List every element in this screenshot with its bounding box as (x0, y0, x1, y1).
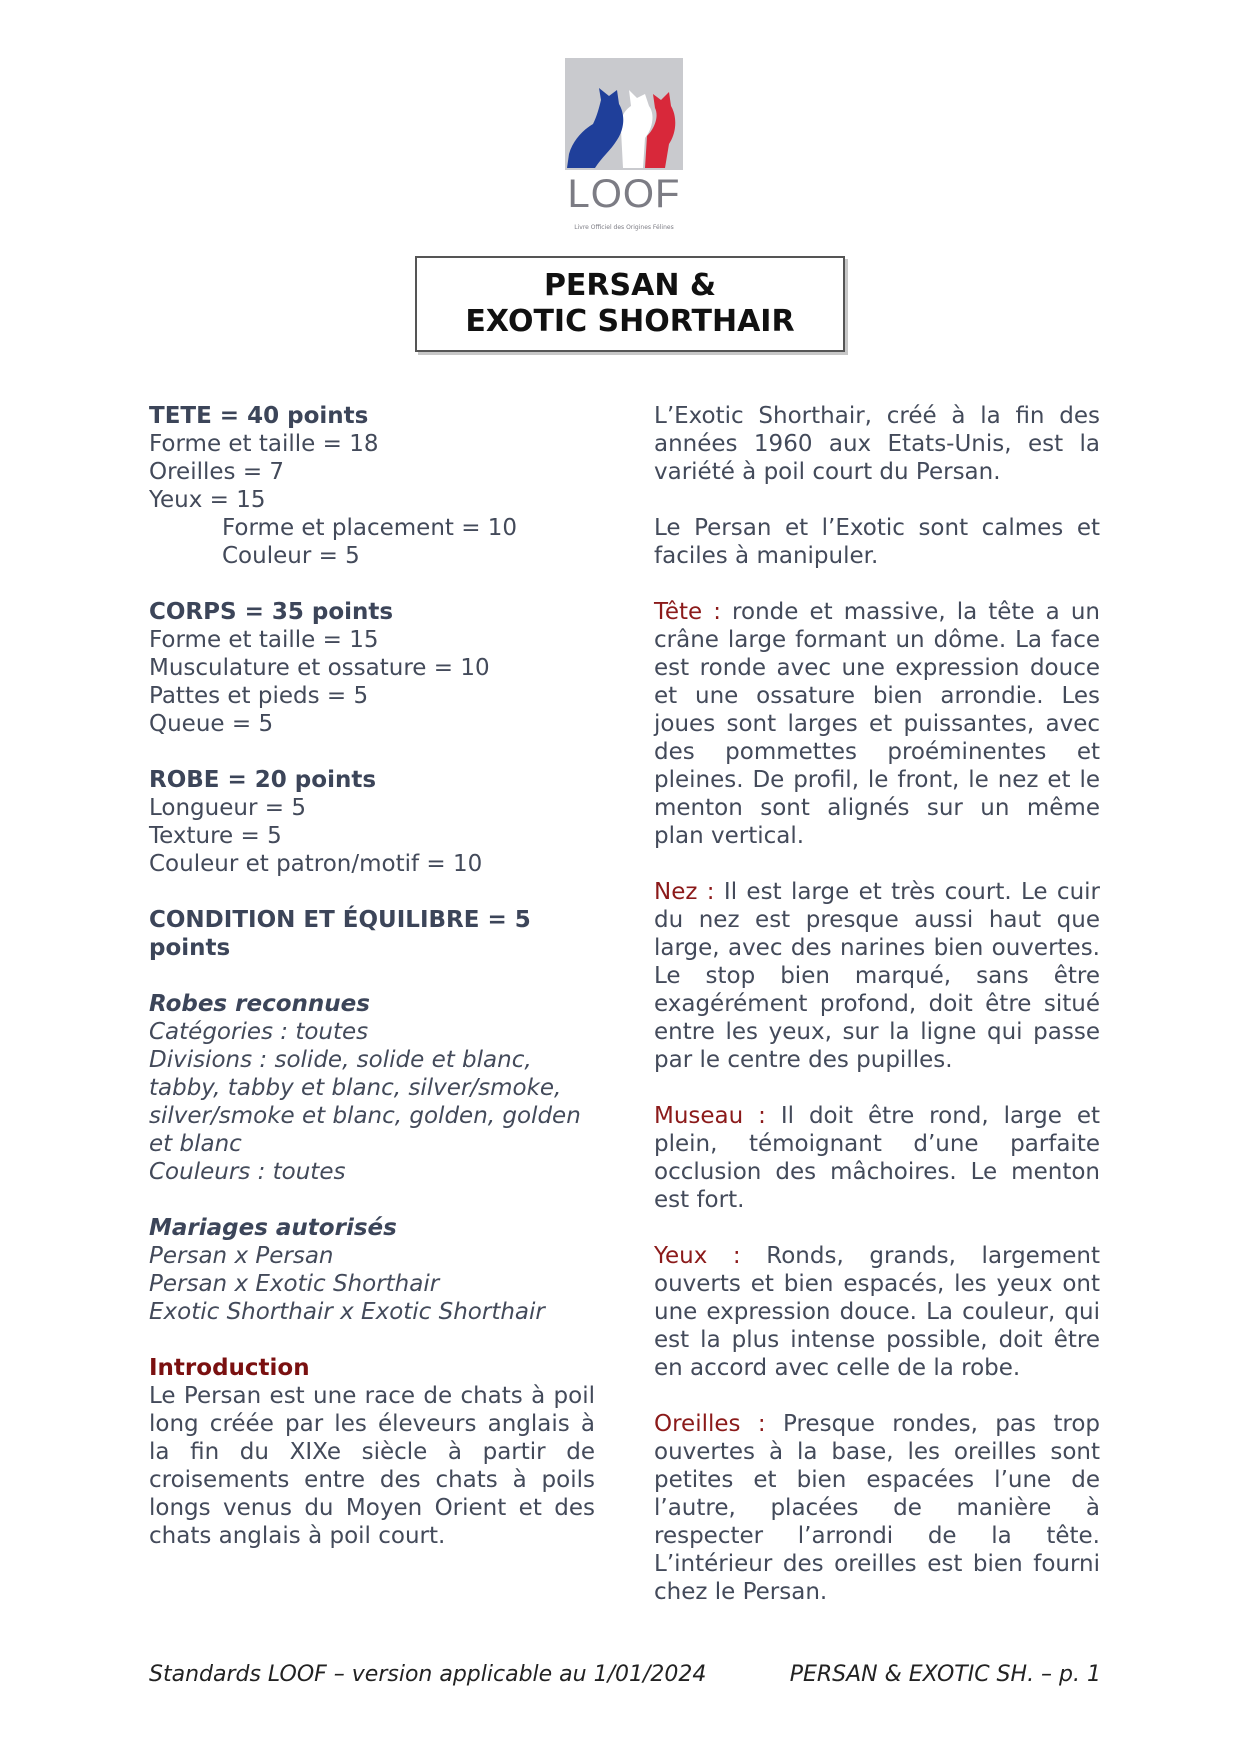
robe-heading: ROBE = 20 points (149, 767, 377, 793)
corps-section (149, 598, 595, 738)
museau-text: Il doit être rond, large et plein, témoignant d’une parfaite occlusion des mâchoires. Le menton est fort. (654, 1103, 1100, 1213)
footer-right: PERSAN & EXOTIC SH. – p. 1 (789, 1662, 1101, 1687)
tete-text: ronde et massive, la tête a un crâne large formant un dôme. La face est ronde avec une expression douce et une ossature bien arrondie. Les joues sont larges et puissantes, avec des pommettes proéminentes et pleines. De profil, le front, le nez et le menton sont alignés sur un même plan vertical. (654, 599, 1100, 849)
nez-label: Nez : (654, 879, 715, 905)
museau-label: Museau : (654, 1103, 766, 1129)
logo-subtitle: Livre Officiel des Origines Félines (574, 224, 674, 231)
list-item: Forme et taille = 15 (149, 627, 379, 653)
tete-section (149, 402, 595, 570)
introduction-text: Le Persan est une race de chats à poil long créée par les éleveurs anglais à la fin du XIXe siècle à partir de croisements entre des chats à poils longs venus du Moyen Orient et des chats anglais à poil court. (149, 1383, 595, 1549)
list-item: tabby, tabby et blanc, silver/smoke, (149, 1075, 562, 1101)
sub-list-item: Forme et placement = 10 (222, 515, 518, 541)
introduction-heading: Introduction (149, 1355, 310, 1381)
introduction-section (149, 1354, 595, 1550)
nez-paragraph (654, 878, 1100, 1074)
mariages-section (149, 1214, 595, 1326)
list-item: Texture = 5 (149, 823, 282, 849)
condition-heading-line-2: points (149, 935, 231, 961)
list-item: Catégories : toutes (149, 1019, 369, 1045)
list-item: Pattes et pieds = 5 (149, 683, 369, 709)
list-item: Forme et taille = 18 (149, 431, 379, 457)
robes-reconnues-heading: Robes reconnues (149, 991, 370, 1017)
robe-section (149, 766, 595, 878)
sub-list-item: Couleur = 5 (222, 543, 360, 569)
list-item: Musculature et ossature = 10 (149, 655, 490, 681)
temperament-paragraph: Le Persan et l’Exotic sont calmes et faciles à manipuler. (654, 515, 1100, 569)
tete-heading: TETE = 40 points (149, 403, 369, 429)
exotic-paragraph: L’Exotic Shorthair, créé à la fin des années 1960 aux Etats-Unis, est la variété à poil court du Persan. (654, 403, 1100, 485)
tete-label: Tête : (654, 599, 721, 625)
list-item: Oreilles = 7 (149, 459, 285, 485)
list-item: Queue = 5 (149, 711, 274, 737)
list-item: Persan x Persan (149, 1243, 334, 1269)
list-item: Exotic Shorthair x Exotic Shorthair (149, 1299, 545, 1325)
loof-logo (565, 58, 683, 236)
list-item: silver/smoke et blanc, golden, golden (149, 1103, 581, 1129)
list-item: Couleur et patron/motif = 10 (149, 851, 483, 877)
yeux-text: Ronds, grands, largement ouverts et bien espacés, les yeux ont une expression douce. La couleur, qui est la plus intense possible, doit être en accord avec celle de la robe. (654, 1243, 1100, 1381)
list-item: et blanc (149, 1131, 242, 1157)
title-line-2: EXOTIC SHORTHAIR (465, 304, 795, 339)
list-item: Yeux = 15 (149, 487, 266, 513)
list-item: Persan x Exotic Shorthair (149, 1271, 440, 1297)
oreilles-paragraph (654, 1410, 1100, 1606)
mariages-heading: Mariages autorisés (149, 1215, 397, 1241)
nez-text: Il est large et très court. Le cuir du nez est presque aussi haut que large, avec des narines bien ouvertes. Le stop bien marqué, sans être exagérément profond, doit être situé entre les yeux, sur la ligne qui passe par le centre des pupilles. (654, 879, 1100, 1073)
footer-left: Standards LOOF – version applicable au 1/01/2024 (149, 1662, 707, 1687)
page-title (415, 256, 845, 352)
list-item: Couleurs : toutes (149, 1159, 346, 1185)
condition-section (149, 906, 595, 962)
list-item: Divisions : solide, solide et blanc, (149, 1047, 532, 1073)
left-column (149, 402, 595, 1578)
cat-silhouettes-icon (565, 58, 683, 170)
oreilles-label: Oreilles : (654, 1411, 766, 1437)
robes-reconnues-section (149, 990, 595, 1186)
list-item: Longueur = 5 (149, 795, 306, 821)
yeux-label: Yeux : (654, 1243, 741, 1269)
right-column (654, 402, 1100, 1634)
corps-heading: CORPS = 35 points (149, 599, 394, 625)
condition-heading-line-1: CONDITION ET ÉQUILIBRE = 5 (149, 907, 531, 933)
oreilles-text: Presque rondes, pas trop ouvertes à la base, les oreilles sont petites et bien espacées l’une de l’autre, placées de manière à respecter l’arrondi de la tête. L’intérieur des oreilles est bien fourni chez le Persan. (654, 1411, 1100, 1605)
museau-paragraph (654, 1102, 1100, 1214)
yeux-paragraph (654, 1242, 1100, 1382)
title-line-1: PERSAN & (543, 268, 717, 303)
logo-wordmark: LOOF (567, 172, 681, 216)
tete-paragraph (654, 598, 1100, 850)
